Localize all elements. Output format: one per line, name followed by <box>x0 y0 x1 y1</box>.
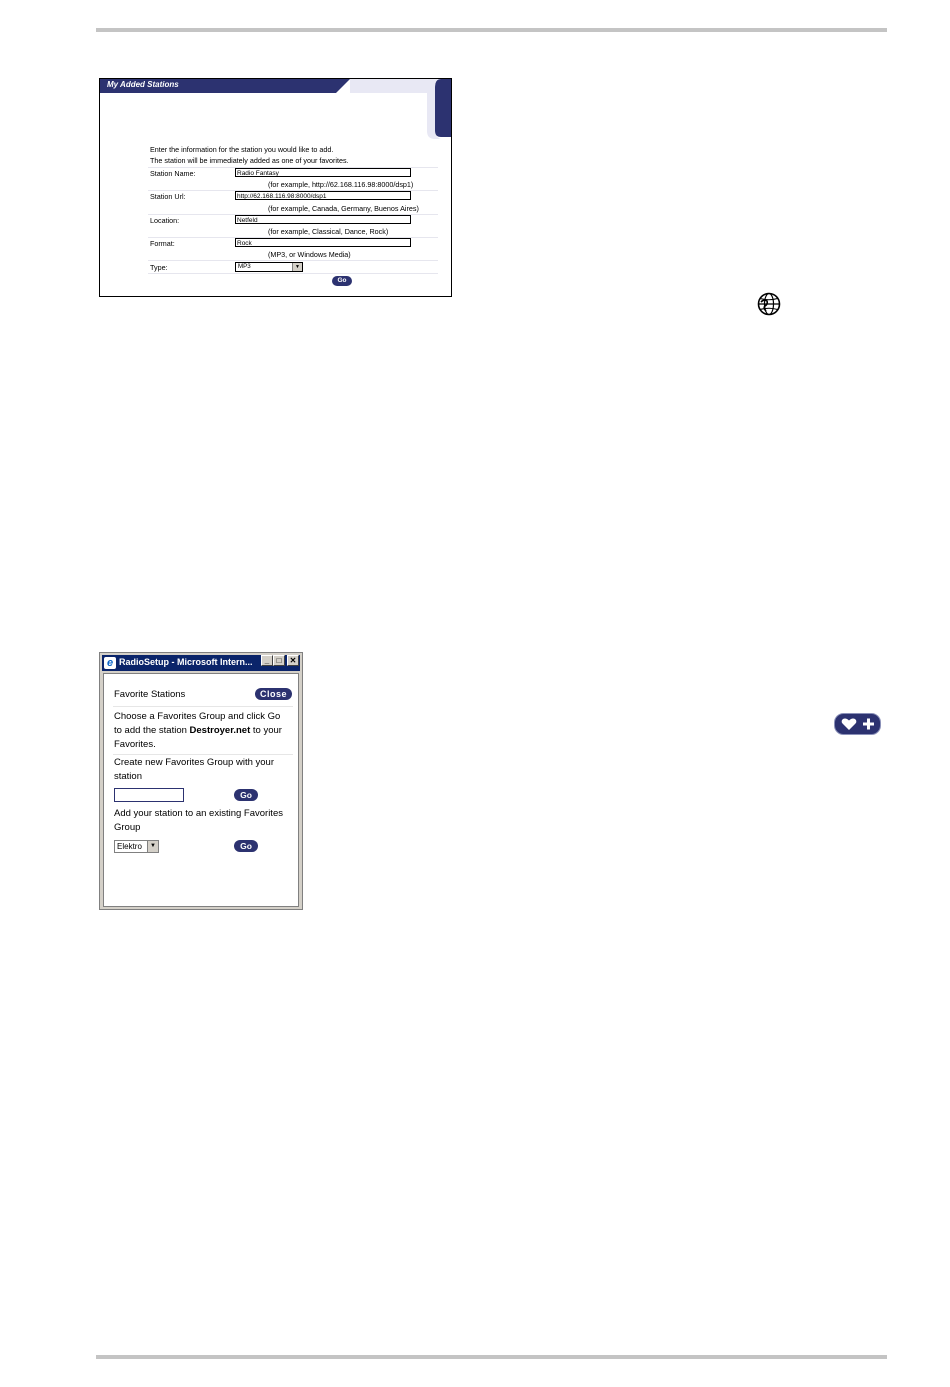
existing-group-line-2: Group <box>114 822 141 833</box>
station-url-label: Station Url: <box>150 192 186 201</box>
create-group-line-2: station <box>114 771 142 782</box>
location-input[interactable]: Netfeld <box>235 215 411 224</box>
type-label: Type: <box>150 263 168 272</box>
create-group-line-1: Create new Favorites Group with your <box>114 757 274 768</box>
new-group-input[interactable] <box>114 788 184 802</box>
group-select[interactable] <box>114 840 159 853</box>
window-close-button[interactable]: ✕ <box>287 655 299 666</box>
panel-title: My Added Stations <box>107 80 179 89</box>
divider <box>113 706 293 707</box>
group-select-value: Elektro <box>117 842 142 851</box>
type-select[interactable] <box>235 262 303 272</box>
heart-plus-icon <box>834 713 881 735</box>
maximize-button[interactable]: □ <box>273 655 285 666</box>
description-prefix: to add the station <box>114 725 190 736</box>
format-hint: (MP3, or Windows Media) <box>268 250 351 259</box>
location-label: Location: <box>150 216 180 225</box>
description-line-3: Favorites. <box>114 739 156 750</box>
format-label: Format: <box>150 239 175 248</box>
station-name-label: Station Name: <box>150 169 196 178</box>
close-button[interactable]: Close <box>255 688 292 700</box>
location-hint: (for example, Classical, Dance, Rock) <box>268 227 389 236</box>
internet-explorer-icon: e <box>104 657 116 669</box>
existing-group-go-button[interactable]: Go <box>234 840 258 852</box>
create-group-go-button[interactable]: Go <box>234 789 258 801</box>
intro-line-1: Enter the information for the station you would like to add. <box>150 145 334 154</box>
top-rule <box>96 28 887 32</box>
divider <box>113 754 293 755</box>
description-suffix: to your <box>250 725 282 736</box>
bottom-rule <box>96 1355 887 1359</box>
go-button[interactable]: Go <box>332 276 352 286</box>
globe-icon <box>757 292 781 316</box>
tab-decoration <box>427 79 451 139</box>
divider <box>148 260 438 261</box>
type-select-value: MP3 <box>238 263 251 270</box>
chevron-down-icon[interactable]: ▼ <box>292 263 302 271</box>
station-name-input[interactable]: Radio Fantasy <box>235 168 411 177</box>
station-url-input[interactable]: http://62.168.116.98:8000/dsp1 <box>235 191 411 200</box>
window-title: RadioSetup - Microsoft Intern... <box>119 657 253 667</box>
format-input[interactable]: Rock <box>235 238 411 247</box>
station-name-hint: (for example, http://62.168.116.98:8000/dsp1) <box>268 180 414 189</box>
my-added-stations-panel <box>99 78 452 297</box>
divider <box>148 273 438 274</box>
intro-line-2: The station will be immediately added as one of your favorites. <box>150 156 349 165</box>
chevron-down-icon[interactable]: ▼ <box>147 841 158 852</box>
station-name: Destroyer.net <box>189 725 251 736</box>
station-url-hint: (for example, Canada, Germany, Buenos Aires) <box>268 204 419 213</box>
minimize-button[interactable]: _ <box>261 655 273 666</box>
radiosetup-window <box>99 652 303 910</box>
description-line-1: Choose a Favorites Group and click Go <box>114 711 281 722</box>
favorite-stations-heading: Favorite Stations <box>114 689 186 700</box>
existing-group-line-1: Add your station to an existing Favorites <box>114 808 283 819</box>
popup-content <box>103 673 299 907</box>
description-line-2 <box>114 725 282 736</box>
